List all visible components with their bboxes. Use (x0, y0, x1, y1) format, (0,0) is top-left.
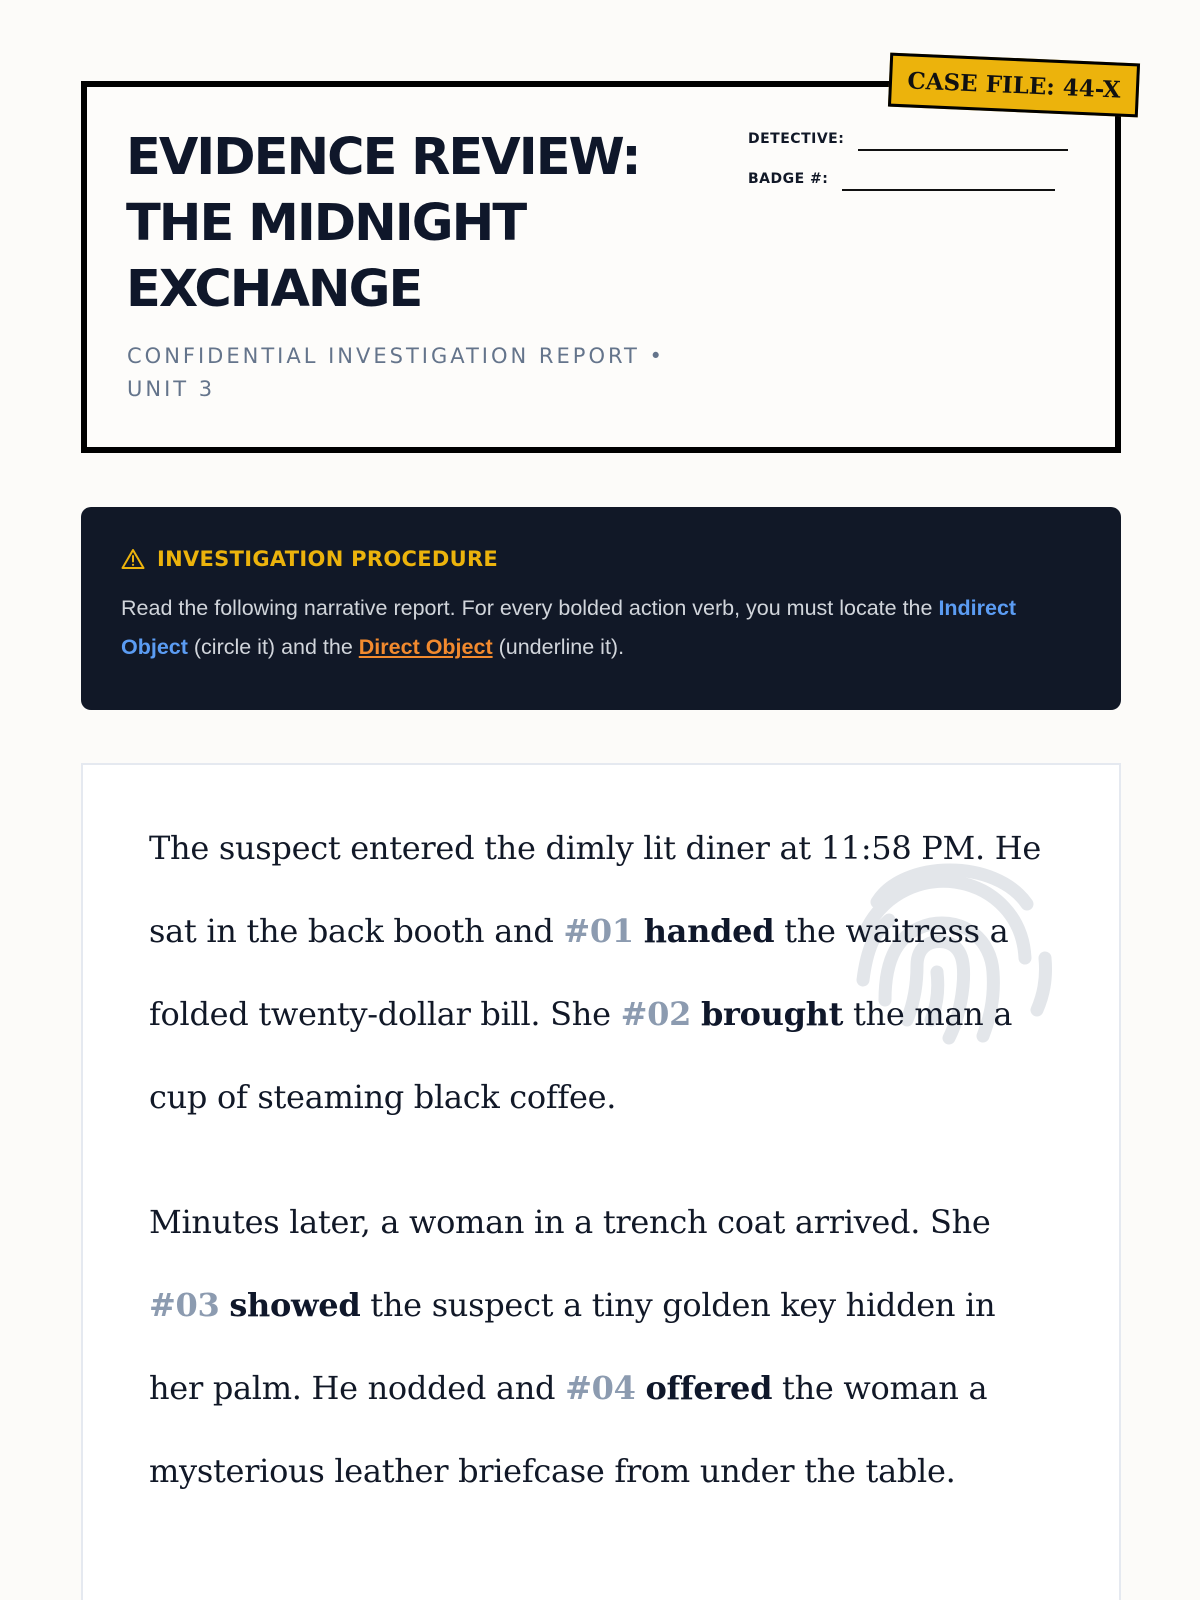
narrative-text-segment: The suspect entered the dimly lit diner at 11:58 PM. He sat in the back booth and (149, 829, 1041, 950)
procedure-heading-text: INVESTIGATION PROCEDURE (157, 547, 499, 571)
narrative-paragraph-1 (149, 807, 1049, 1139)
narrative-text-segment: the waitress a folded twenty-dollar bill. She (149, 912, 1009, 1033)
narrative-text-segment: the man a cup of steaming black coffee. (149, 995, 1013, 1116)
narrative-paper (81, 763, 1121, 1600)
badge-label: BADGE #: (748, 171, 829, 187)
title-line-2: THE MIDNIGHT (126, 194, 526, 253)
case-file-stamp: CASE FILE: 44-X (888, 53, 1140, 118)
verb-handed: handed (643, 912, 775, 950)
page-title (126, 125, 726, 323)
procedure-panel (81, 507, 1121, 710)
title-line-3: EXCHANGE (126, 260, 422, 319)
detective-field (748, 131, 1068, 147)
narrative-text-segment: Minutes later, a woman in a trench coat arrived. She (149, 1203, 991, 1241)
warning-icon (121, 548, 145, 570)
procedure-text-before: Read the following narrative report. For every bolded action verb, you must locate the (121, 596, 939, 620)
item-number-01: #01 (563, 912, 634, 950)
item-number-03: #03 (149, 1286, 220, 1324)
procedure-text-after: (underline it). (492, 635, 625, 659)
procedure-instructions (121, 589, 1081, 667)
verb-offered: offered (645, 1369, 773, 1407)
badge-field (748, 171, 1055, 187)
indirect-object-term: Indirect Object (121, 596, 1017, 659)
narrative-text-segment: the suspect a tiny golden key hidden in her palm. He nodded and (149, 1286, 996, 1407)
narrative-text (149, 807, 1049, 1555)
verb-showed: showed (229, 1286, 361, 1324)
badge-blank-line[interactable] (842, 189, 1055, 191)
item-number-02: #02 (620, 995, 692, 1033)
narrative-text-segment: the woman a mysterious leather briefcase from under the table. (149, 1369, 988, 1490)
narrative-paragraph-2 (149, 1181, 1049, 1513)
procedure-text-middle: (circle it) and the (187, 635, 359, 659)
direct-object-term: Direct Object (358, 635, 493, 659)
item-number-04: #04 (565, 1369, 636, 1407)
detective-blank-line[interactable] (858, 149, 1068, 151)
title-line-1: EVIDENCE REVIEW: (126, 128, 640, 187)
procedure-heading (121, 547, 1081, 571)
detective-label: DETECTIVE: (748, 131, 845, 147)
verb-brought: brought (700, 995, 844, 1033)
report-subtitle: CONFIDENTIAL INVESTIGATION REPORT • UNIT 3 (127, 344, 665, 401)
